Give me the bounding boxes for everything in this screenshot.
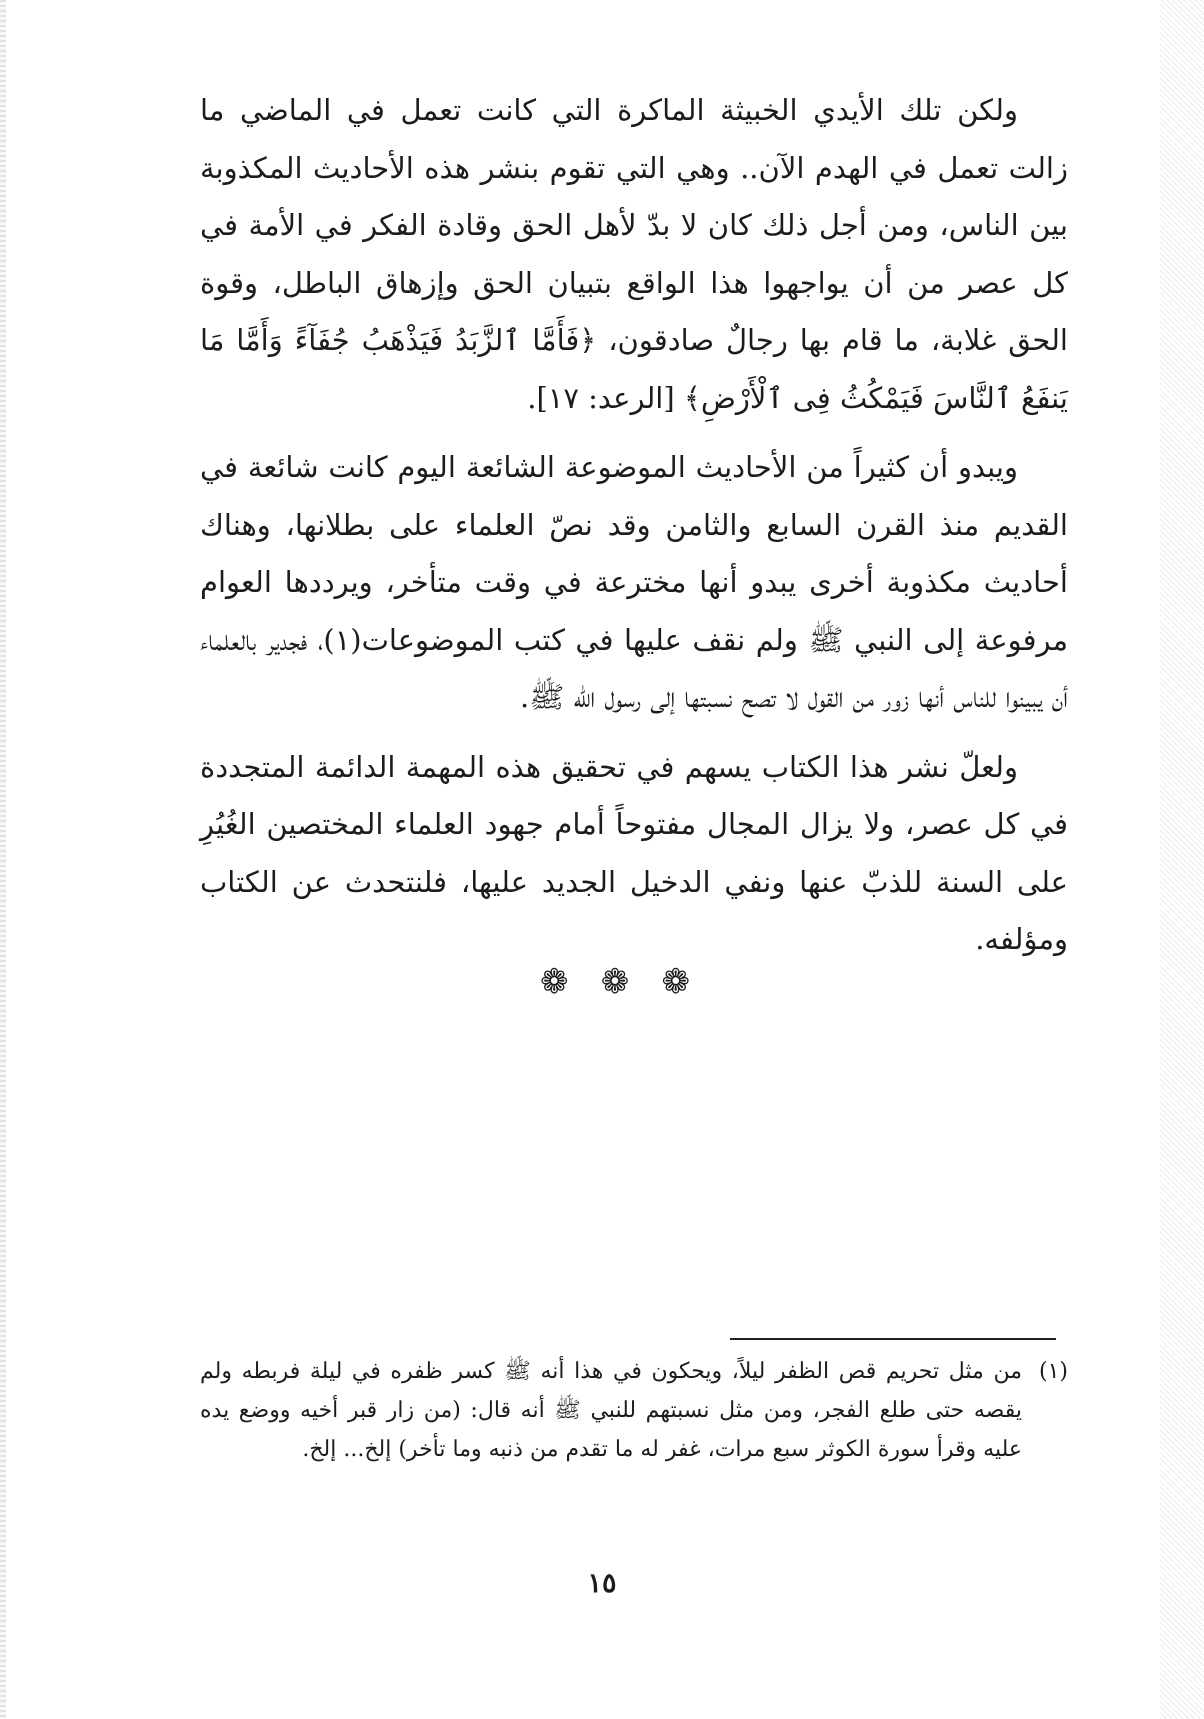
footnote-marker: (١) <box>1038 1359 1068 1384</box>
section-separator <box>540 962 690 1002</box>
footnotes <box>200 1352 1068 1469</box>
star-ornament-icon: ❁ <box>600 962 630 1002</box>
scan-edge-left <box>0 0 6 1719</box>
paragraph-2: ويبدو أن كثيراً من الأحاديث الموضوعة الشائعة اليوم كانت شائعة في القديم منذ القرن السابع والثامن وقد نصّ العلماء على بطلانها، وهناك أحاديث مكذوبة أخرى يبدو أنها مخترعة في وقت متأخر، ويرددها العوام مرفوعة إلى النبي ﷺ ولم نقف عليها في كتب الموضوعات(١)، فجدير بالعلماء أن يبينوا للناس أنها زور من القول لا تصح نسبتها إلى رسول الله ﷺ. <box>200 450 1068 714</box>
star-ornament-icon: ❁ <box>540 962 569 1002</box>
star-ornament-icon: ❁ <box>661 962 690 1002</box>
footnote <box>200 1352 1068 1469</box>
footnote-text: من مثل تحريم قص الظفر ليلاً، ويحكون في هذا أنه ﷺ كسر ظفره في ليلة فربطه ولم يقصه حتى طلع الفجر، ومن مثل نسبتهم للنبي ﷺ أنه قال: (من زار قبر أخيه ووضع يده عليه وقرأ سورة الكوثر سبع مرات، غفر له ما تقدم من ذنبه وما تأخر) إلخ... إلخ. <box>200 1359 1022 1462</box>
scan-edge-right <box>1160 0 1204 1719</box>
page-number: ١٥ <box>587 1568 617 1599</box>
paragraph-1: ولكن تلك الأيدي الخبيثة الماكرة التي كانت تعمل في الماضي ما زالت تعمل في الهدم الآن.. وهي التي تقوم بنشر هذه الأحاديث المكذوبة بين الناس، ومن أجل ذلك كان لا بدّ لأهل الحق وقادة الفكر في الأمة في كل عصر من أن يواجهوا هذا الواقع بتبيان الحق وإزهاق الباطل، وقوة الحق غلابة، ما قام بها رجالٌ صادقون، ﴿فَأَمَّا ٱلزَّبَدُ فَيَذْهَبُ جُفَآءً وَأَمَّا مَا يَنفَعُ ٱلنَّاسَ فَيَمْكُثُ فِى ٱلْأَرْضِ﴾ [الرعد: ١٧]. <box>200 93 1068 415</box>
footnote-divider <box>730 1338 1056 1340</box>
main-text-block <box>200 82 1068 969</box>
paragraph-3: ولعلّ نشر هذا الكتاب يسهم في تحقيق هذه المهمة الدائمة المتجددة في كل عصر، ولا يزال المجال مفتوحاً أمام جهود العلماء المختصين الغُيُرِ على السنة للذبّ عنها ونفي الدخيل الجديد عليها، فلنتحدث عن الكتاب ومؤلفه. <box>200 749 1068 956</box>
